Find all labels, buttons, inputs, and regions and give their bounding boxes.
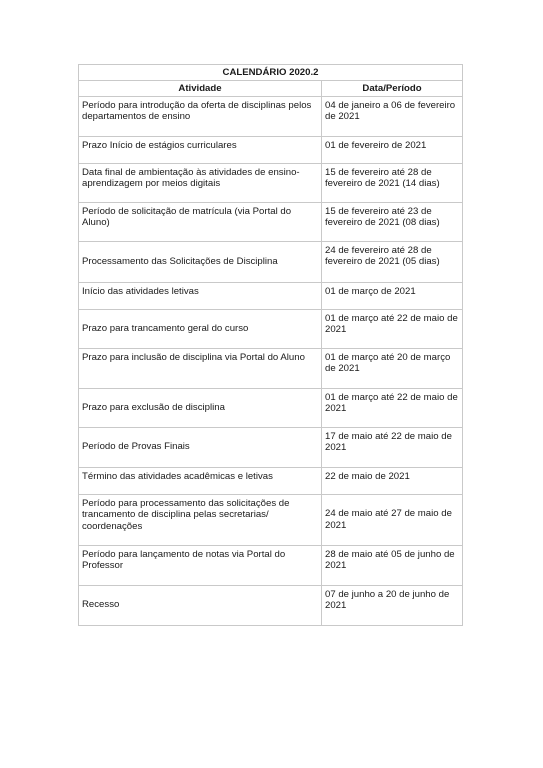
table-row [79, 388, 463, 427]
table-row [79, 136, 463, 163]
date-cell: 28 de maio até 05 de junho de 2021 [322, 545, 463, 585]
activity-cell: Recesso [79, 585, 322, 625]
activity-cell: Período para processamento das solicitações de trancamento de disciplina pelas secretarias/ coordenações [79, 494, 322, 545]
activity-cell: Período para lançamento de notas via Portal do Professor [79, 545, 322, 585]
date-cell: 01 de março até 22 de maio de 2021 [322, 309, 463, 348]
date-cell: 04 de janeiro a 06 de fevereiro de 2021 [322, 96, 463, 136]
activity-cell: Período de Provas Finais [79, 427, 322, 467]
activity-cell: Término das atividades acadêmicas e letivas [79, 467, 322, 494]
table-row [79, 282, 463, 309]
date-cell: 01 de março até 22 de maio de 2021 [322, 388, 463, 427]
table-row [79, 467, 463, 494]
table-row [79, 494, 463, 545]
table-row [79, 96, 463, 136]
activity-cell: Data final de ambientação às atividades de ensino-aprendizagem por meios digitais [79, 163, 322, 202]
calendar-title: CALENDÁRIO 2020.2 [79, 65, 463, 81]
table-row [79, 202, 463, 241]
date-cell: 24 de maio até 27 de maio de 2021 [322, 494, 463, 545]
table-row [79, 427, 463, 467]
calendar-table [78, 64, 463, 626]
date-cell: 22 de maio de 2021 [322, 467, 463, 494]
activity-cell: Processamento das Solicitações de Disciplina [79, 241, 322, 282]
activity-cell: Prazo para trancamento geral do curso [79, 309, 322, 348]
activity-cell: Início das atividades letivas [79, 282, 322, 309]
date-cell: 01 de fevereiro de 2021 [322, 136, 463, 163]
date-cell: 15 de fevereiro até 23 de fevereiro de 2021 (08 dias) [322, 202, 463, 241]
date-cell: 07 de junho a 20 de junho de 2021 [322, 585, 463, 625]
table-row [79, 545, 463, 585]
table-row [79, 348, 463, 388]
table-row [79, 309, 463, 348]
column-header-date: Data/Período [322, 81, 463, 97]
activity-cell: Período para introdução da oferta de disciplinas pelos departamentos de ensino [79, 96, 322, 136]
table-row [79, 241, 463, 282]
activity-cell: Período de solicitação de matrícula (via Portal do Aluno) [79, 202, 322, 241]
table-row [79, 163, 463, 202]
column-header-activity: Atividade [79, 81, 322, 97]
activity-cell: Prazo para inclusão de disciplina via Portal do Aluno [79, 348, 322, 388]
date-cell: 24 de fevereiro até 28 de fevereiro de 2021 (05 dias) [322, 241, 463, 282]
table-row [79, 585, 463, 625]
activity-cell: Prazo para exclusão de disciplina [79, 388, 322, 427]
date-cell: 15 de fevereiro até 28 de fevereiro de 2021 (14 dias) [322, 163, 463, 202]
date-cell: 01 de março de 2021 [322, 282, 463, 309]
date-cell: 01 de março até 20 de março de 2021 [322, 348, 463, 388]
date-cell: 17 de maio até 22 de maio de 2021 [322, 427, 463, 467]
activity-cell: Prazo Início de estágios curriculares [79, 136, 322, 163]
